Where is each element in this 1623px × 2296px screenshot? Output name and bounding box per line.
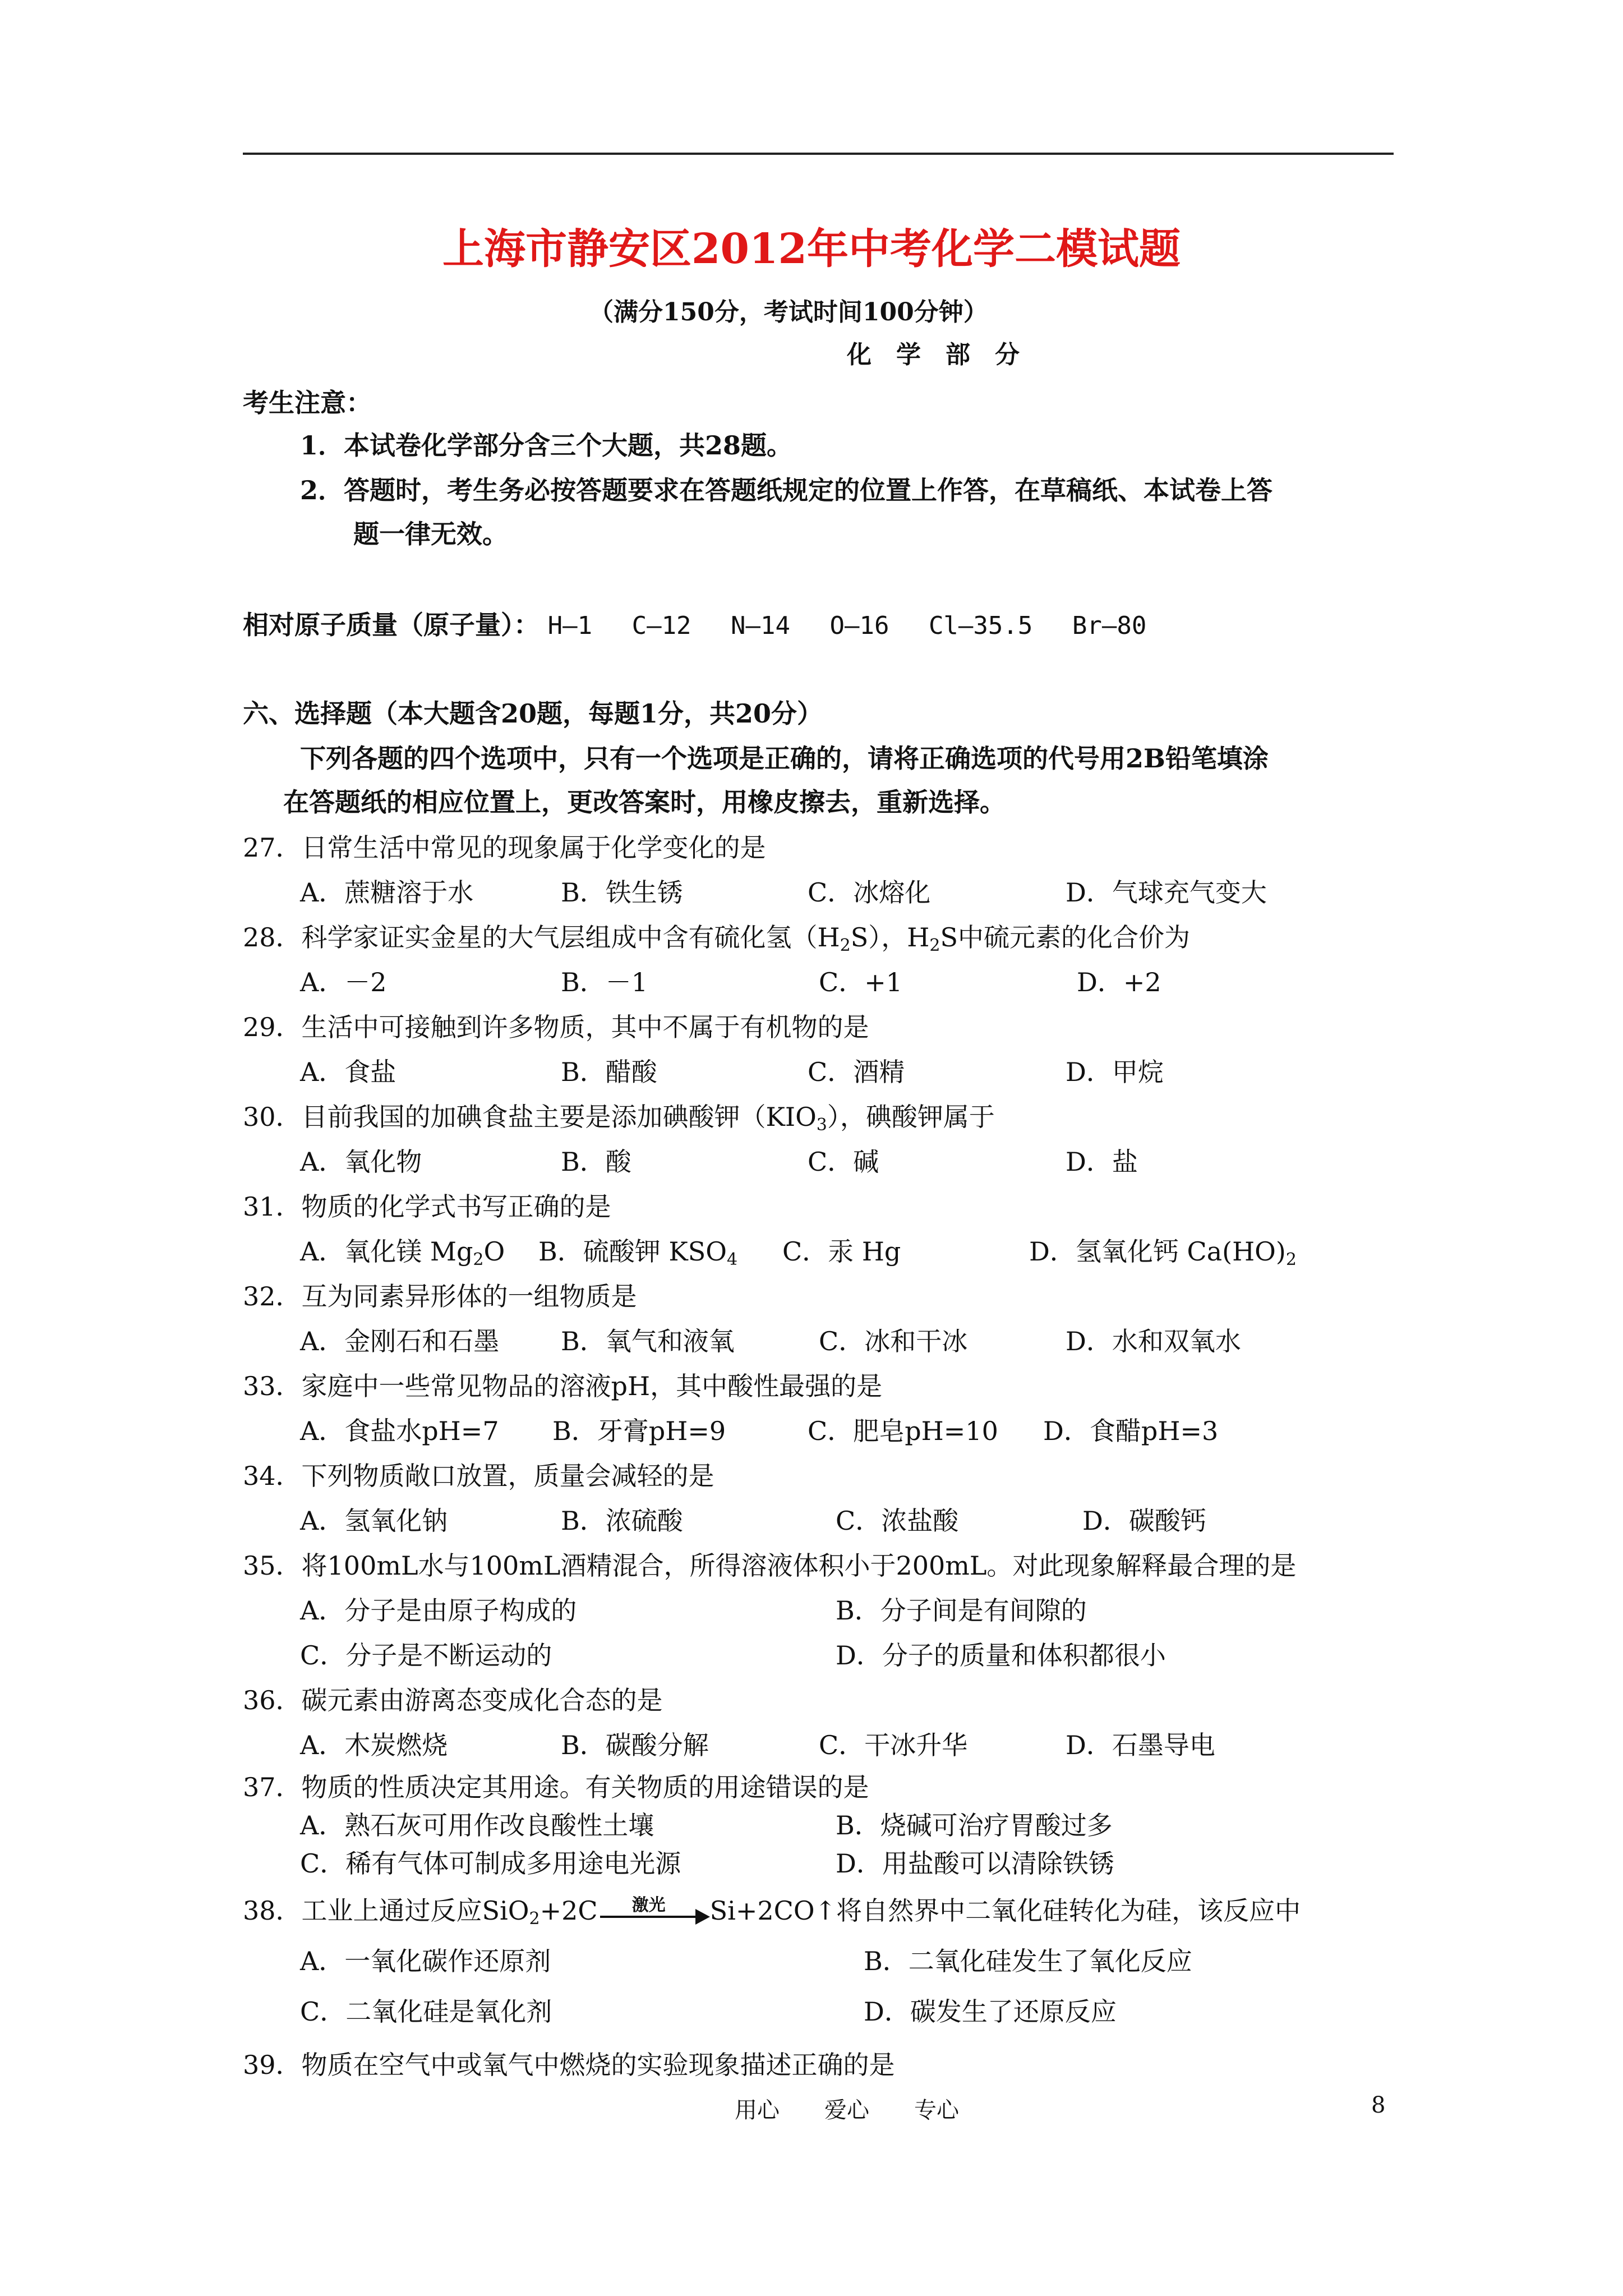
q28-option-b: B．－1 <box>561 967 648 997</box>
q36-option-b: B．碳酸分解 <box>561 1730 709 1760</box>
q35-option-d: D．分子的质量和体积都很小 <box>836 1640 1166 1671</box>
q28-option-a: A．－2 <box>300 967 387 997</box>
q28-option-d: D．+2 <box>1077 967 1161 997</box>
q38-stem-part1: 38．工业上通过反应SiO <box>243 1895 529 1926</box>
q32-option-d: D．水和双氧水 <box>1066 1326 1241 1356</box>
exam-subtitle: （满分150分，考试时间100分钟） <box>589 298 988 326</box>
question-stem-39: 39．物质在空气中或氧气中燃烧的实验现象描述正确的是 <box>243 2050 895 2080</box>
q34-option-d: D．碳酸钙 <box>1082 1506 1206 1536</box>
reaction-arrow <box>598 1895 710 1927</box>
part-heading: 化 学 部 分 <box>847 341 1020 369</box>
q29-option-d: D．甲烷 <box>1066 1057 1164 1087</box>
question-stem-29: 29．生活中可接触到许多物质，其中不属于有机物的是 <box>243 1012 869 1042</box>
question-stem-31: 31．物质的化学式书写正确的是 <box>243 1191 611 1222</box>
q33-option-b: B．牙膏pH=9 <box>552 1416 726 1446</box>
atomic-mass-label: 相对原子质量（原子量）： <box>243 610 540 640</box>
q30-sub: 3 <box>816 1115 827 1135</box>
q37-option-a: A．熟石灰可用作改良酸性土壤 <box>300 1810 654 1841</box>
notice-item-2-cont: 题一律无效。 <box>353 519 508 549</box>
q31-a-sub: 2 <box>473 1250 484 1269</box>
reaction-condition-label: 激光 <box>631 1895 666 1915</box>
q34-option-b: B．浓硫酸 <box>561 1506 683 1536</box>
q36-option-a: A．木炭燃烧 <box>300 1730 448 1760</box>
q31-option-d <box>1029 1231 1297 1268</box>
page-number: 8 <box>1371 2092 1386 2118</box>
question-stem-28 <box>243 917 1190 954</box>
q31-d-text: D．氢氧化钙 Ca(HO) <box>1029 1236 1286 1267</box>
q37-option-b: B．烧碱可治疗胃酸过多 <box>836 1810 1113 1841</box>
q29-option-c: C．酒精 <box>808 1057 905 1087</box>
q30-stem-part2: ），碘酸钾属于 <box>827 1102 995 1132</box>
q38-option-b: B．二氧化硅发生了氧化反应 <box>864 1946 1192 1976</box>
q28-stem-part1: 28．科学家证实金星的大气层组成中含有硫化氢（H <box>243 922 840 953</box>
q38-option-c: C．二氧化硅是氧化剂 <box>300 1996 552 2027</box>
section-title: 六、选择题（本大题含20题，每题1分，共20分） <box>243 698 823 729</box>
q35-option-c: C．分子是不断运动的 <box>300 1640 552 1671</box>
q36-option-d: D．石墨导电 <box>1066 1730 1215 1760</box>
q30-option-a: A．氧化物 <box>300 1147 422 1177</box>
q38-option-d: D．碳发生了还原反应 <box>864 1996 1117 2027</box>
notice-heading: 考生注意： <box>243 388 372 418</box>
question-stem-32: 32．互为同素异形体的一组物质是 <box>243 1281 637 1312</box>
section-instructions: 下列各题的四个选项中，只有一个选项是正确的，请将正确选项的代号用2B铅笔填涂 <box>300 743 1269 774</box>
q32-option-a: A．金刚石和石墨 <box>300 1326 500 1356</box>
q28-option-c: C．+1 <box>819 967 903 997</box>
section-instructions-cont: 在答题纸的相应位置上，更改答案时，用橡皮擦去，重新选择。 <box>283 787 1006 817</box>
q37-option-c: C．稀有气体可制成多用途电光源 <box>300 1848 681 1879</box>
q33-option-c: C．肥皂pH=10 <box>808 1416 998 1446</box>
q31-b-sub: 4 <box>727 1250 738 1269</box>
q27-option-d: D．气球充气变大 <box>1066 877 1267 908</box>
q37-option-d: D．用盐酸可以清除铁锈 <box>836 1848 1114 1879</box>
atomic-mass-line <box>243 605 1146 642</box>
arrow-head-icon <box>695 1909 710 1925</box>
q30-option-d: D．盐 <box>1066 1147 1138 1177</box>
q31-d-sub: 2 <box>1285 1250 1297 1269</box>
q33-option-d: D．食醋pH=3 <box>1043 1416 1219 1446</box>
question-stem-38 <box>243 1890 1301 1927</box>
q28-stem-part2: S），H <box>850 922 930 953</box>
q35-option-b: B．分子间是有间隙的 <box>836 1595 1087 1626</box>
q38-option-a: A．一氧化碳作还原剂 <box>300 1946 551 1976</box>
arrow-line <box>600 1916 699 1918</box>
q31-option-b <box>538 1231 737 1268</box>
q33-option-a: A．食盐水pH=7 <box>300 1416 499 1446</box>
q31-option-a <box>300 1231 505 1268</box>
q35-option-a: A．分子是由原子构成的 <box>300 1595 577 1626</box>
q27-option-b: B．铁生锈 <box>561 877 683 908</box>
atomic-mass-values: H—1 C—12 N—14 O—16 Cl—35.5 Br—80 <box>547 611 1147 640</box>
notice-item-1: 1．本试卷化学部分含三个大题，共28题。 <box>300 430 793 461</box>
question-stem-36: 36．碳元素由游离态变成化合态的是 <box>243 1685 663 1715</box>
q28-stem-part3: S中硫元素的化合价为 <box>940 922 1190 953</box>
q31-b-text: B．硫酸钾 KSO <box>538 1236 727 1267</box>
q38-stem-part2: +2C <box>540 1895 598 1926</box>
q38-sub: 2 <box>529 1909 540 1929</box>
question-stem-37: 37．物质的性质决定其用途。有关物质的用途错误的是 <box>243 1772 869 1802</box>
q34-option-c: C．浓盐酸 <box>836 1506 959 1536</box>
page-title: 上海市静安区2012年中考化学二模试题 <box>442 225 1181 273</box>
question-stem-33: 33．家庭中一些常见物品的溶液pH，其中酸性最强的是 <box>243 1371 883 1401</box>
q28-sub-1: 2 <box>840 936 851 955</box>
question-stem-30 <box>243 1097 995 1134</box>
q32-option-c: C．冰和干冰 <box>819 1326 968 1356</box>
question-stem-35: 35．将100mL水与100mL酒精混合，所得溶液体积小于200mL。对此现象解释最合理的是 <box>243 1550 1297 1581</box>
q30-option-b: B．酸 <box>561 1147 631 1177</box>
question-stem-27: 27．日常生活中常见的现象属于化学变化的是 <box>243 832 766 863</box>
notice-item-2: 2．答题时，考生务必按答题要求在答题纸规定的位置上作答，在草稿纸、本试卷上答 <box>300 475 1273 505</box>
q31-option-c: C．汞 Hg <box>782 1236 901 1267</box>
top-rule <box>243 153 1394 155</box>
q34-option-a: A．氢氧化钠 <box>300 1506 448 1536</box>
q30-stem-part1: 30．目前我国的加碘食盐主要是添加碘酸钾（KIO <box>243 1102 817 1132</box>
q30-option-c: C．碱 <box>808 1147 879 1177</box>
q36-option-c: C．干冰升华 <box>819 1730 968 1760</box>
q27-option-a: A．蔗糖溶于水 <box>300 877 474 908</box>
q38-stem-part3: Si+2CO↑将自然界中二氧化硅转化为硅，该反应中 <box>709 1895 1301 1926</box>
q31-a-tail: O <box>483 1236 505 1267</box>
question-stem-34: 34．下列物质敞口放置，质量会减轻的是 <box>243 1461 714 1491</box>
q28-sub-2: 2 <box>929 936 940 955</box>
q27-option-c: C．冰熔化 <box>808 877 931 908</box>
q29-option-b: B．醋酸 <box>561 1057 657 1087</box>
footer-motto: 用心 爱心 专心 <box>735 2097 959 2123</box>
q32-option-b: B．氧气和液氧 <box>561 1326 735 1356</box>
q31-a-text: A．氧化镁 Mg <box>300 1236 473 1267</box>
q29-option-a: A．食盐 <box>300 1057 396 1087</box>
